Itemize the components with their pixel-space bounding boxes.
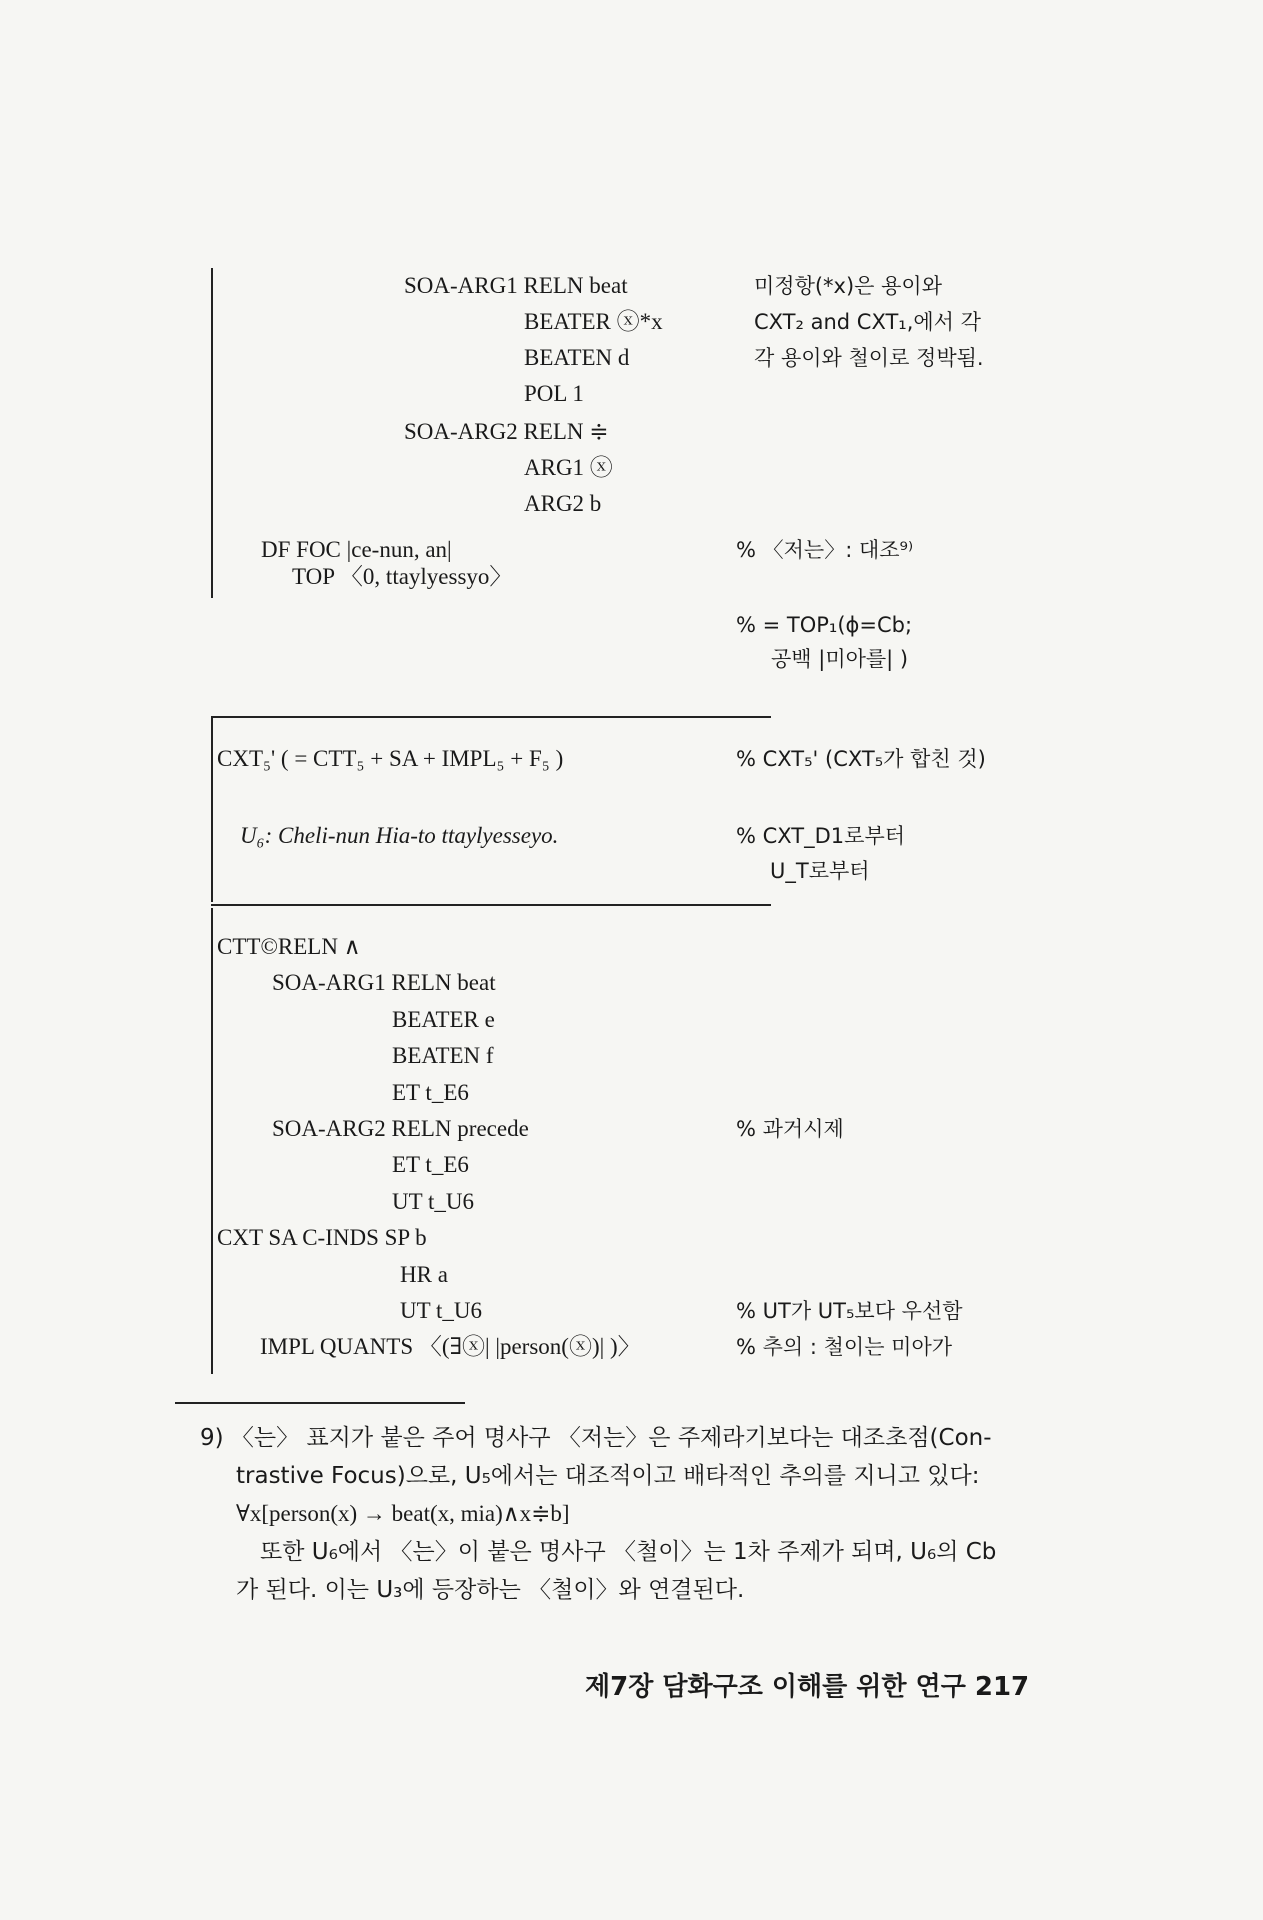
b3-line-5: SOA-ARG2 RELN precede: [272, 1116, 529, 1141]
b3-note-0: % 과거시제: [736, 1117, 844, 1141]
b3-line-4: ET t_E6: [392, 1080, 469, 1105]
b3-line-7: UT t_U6: [392, 1189, 474, 1214]
b1-note-1: CXT₂ and CXT₁,에서 각: [754, 310, 981, 334]
b1-line-8: TOP 〈0, ttaylyessyo〉: [292, 564, 513, 589]
page-footer: 제7장 담화구조 이해를 위한 연구 217: [585, 1672, 1030, 1702]
b3-line-0: CTT©RELN ∧: [217, 934, 361, 959]
bracket-line-2: [211, 718, 213, 902]
divider-1: [211, 716, 771, 718]
b1-line-0: SOA-ARG1 RELN beat: [404, 273, 628, 298]
b1-line-5: ARG1 ⓧ: [524, 455, 613, 480]
b1-line-3: POL 1: [524, 381, 584, 406]
b3-line-11: IMPL QUANTS 〈(∃ⓧ| |person(ⓧ)| )〉: [260, 1334, 641, 1359]
divider-2: [211, 904, 771, 906]
b1-note-0: 미정항(*x)은 용이와: [754, 274, 942, 298]
bracket-line-3: [211, 908, 213, 1374]
b2-note-1: U_T로부터: [770, 859, 870, 883]
b1-line-7: DF FOC |ce-nun, an|: [261, 537, 452, 562]
b3-line-9: HR a: [400, 1262, 448, 1287]
b1-line-2: BEATEN d: [524, 345, 630, 370]
b2-note-0: % CXT_D1로부터: [736, 824, 906, 848]
b1-note-5: 공백 |미아를| ): [771, 647, 909, 671]
b1-line-1: BEATER ⓧ*x: [524, 309, 663, 334]
footnote-line-2: ∀x[person(x) → beat(x, mia)∧x≑b]: [236, 1501, 570, 1526]
footnote-line-0: 9) 〈는〉 표지가 붙은 주어 명사구 〈저는〉은 주제라기보다는 대조초점(Con-: [200, 1425, 992, 1451]
b3-note-1: % UT가 UT₅보다 우선함: [736, 1299, 963, 1323]
footnote-line-1: trastive Focus)으로, U₅에서는 대조적이고 배타적인 추의를 지니고 있다:: [236, 1463, 980, 1489]
b1-line-6: ARG2 b: [524, 491, 602, 516]
b3-line-1: SOA-ARG1 RELN beat: [272, 970, 496, 995]
b2-utterance: U₆: Cheli-nun Hia-to ttaylyesseyo.: [240, 823, 559, 848]
footnote-line-4: 가 된다. 이는 U₃에 등장하는 〈철이〉와 연결된다.: [236, 1577, 745, 1603]
b2-header: CXT₅' ( = CTT₅ + SA + IMPL₅ + F₅ ): [217, 746, 564, 771]
footnote-line-3: 또한 U₆에서 〈는〉이 붙은 명사구 〈철이〉는 1차 주제가 되며, U₆의 Cb: [260, 1539, 997, 1565]
b1-line-4: SOA-ARG2 RELN ≑: [404, 419, 609, 444]
b1-note-3: % 〈저는〉: 대조⁹⁾: [736, 538, 914, 562]
b1-note-2: 각 용이와 철이로 정박됨.: [754, 346, 984, 370]
bracket-line-1: [211, 268, 213, 598]
b3-line-2: BEATER e: [392, 1007, 495, 1032]
b3-line-8: CXT SA C-INDS SP b: [217, 1225, 427, 1250]
b3-line-10: UT t_U6: [400, 1298, 482, 1323]
b1-note-4: % = TOP₁(ϕ=Cb;: [736, 613, 913, 637]
b3-line-6: ET t_E6: [392, 1152, 469, 1177]
footnote-rule: [175, 1402, 465, 1404]
b2-header-note: % CXT₅' (CXT₅가 합친 것): [736, 747, 986, 771]
b3-line-3: BEATEN f: [392, 1043, 494, 1068]
b3-note-2: % 추의 : 철이는 미아가: [736, 1335, 953, 1359]
